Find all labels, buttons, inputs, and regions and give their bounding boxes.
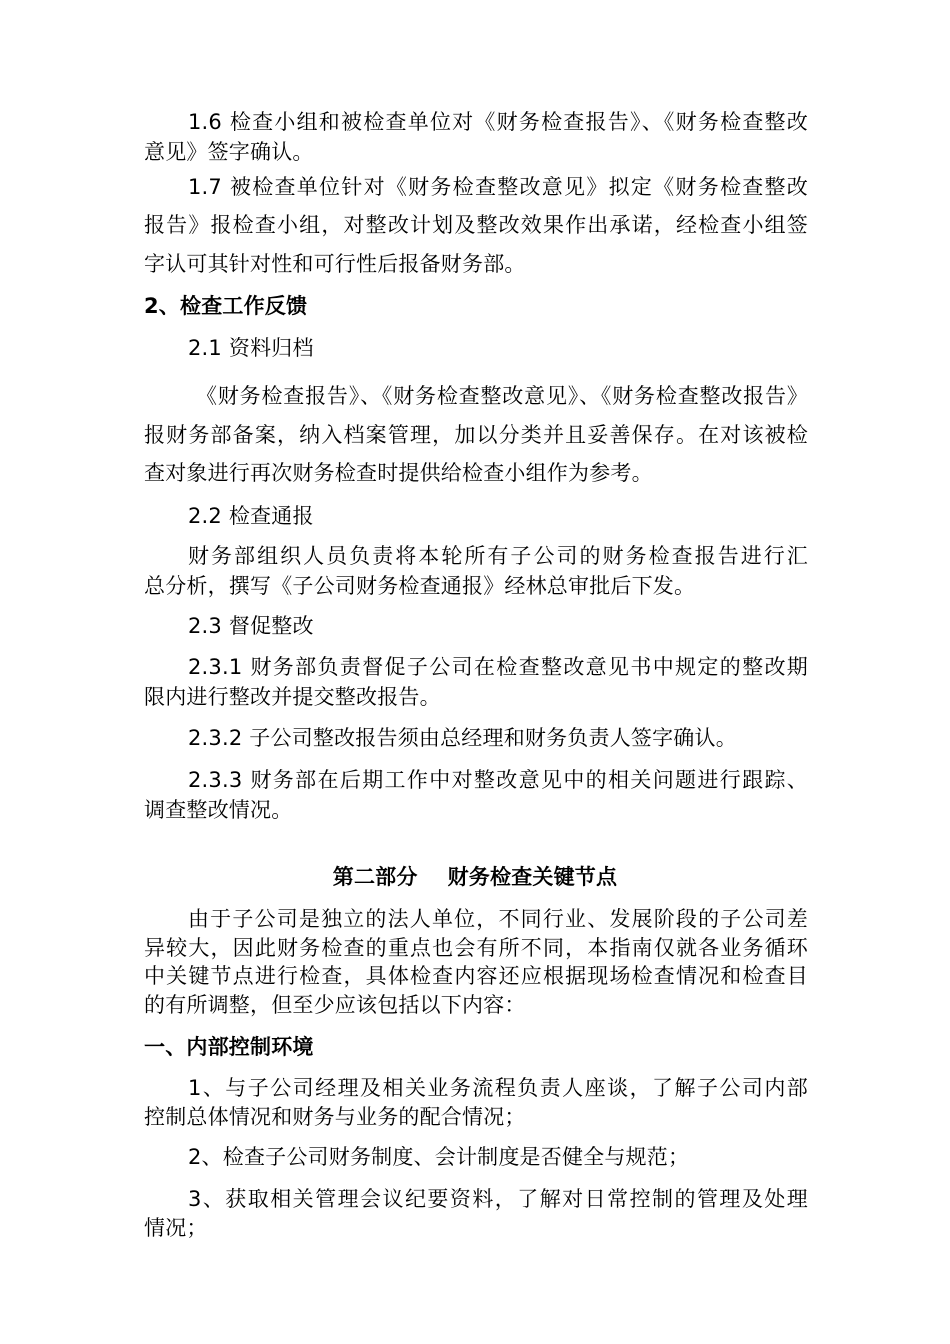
intro-line-4: 的有所调整，但至少应该包括以下内容：: [144, 993, 526, 1017]
item-3-line-1: 3、获取相关管理会议纪要资料，了解对日常控制的管理及处理: [188, 1187, 808, 1211]
subheading-2-3: 2.3 督促整改: [188, 614, 314, 638]
para-1-6-line-1: 1.6 检查小组和被检查单位对《财务检查报告》、《财务检查整改: [188, 110, 808, 134]
para-2-1-line-3: 查对象进行再次财务检查时提供给检查小组作为参考。: [144, 461, 653, 485]
para-1-7-line-2: 报告》报检查小组，对整改计划及整改效果作出承诺，经检查小组签: [144, 213, 808, 237]
para-2-2-line-1: 财务部组织人员负责将本轮所有子公司的财务检查报告进行汇: [188, 544, 808, 568]
section-heading-2: 2、检查工作反馈: [144, 294, 308, 318]
para-2-3-2: 2.3.2 子公司整改报告须由总经理和财务负责人签字确认。: [188, 726, 737, 750]
para-2-1-line-2: 报财务部备案，纳入档案管理，加以分类并且妥善保存。在对该被检: [144, 423, 808, 447]
intro-line-2: 异较大，因此财务检查的重点也会有所不同，本指南仅就各业务循环: [144, 936, 808, 960]
para-2-3-3-line-2: 调查整改情况。: [144, 798, 293, 822]
para-2-1-line-1: 《财务检查报告》、《财务检查整改意见》、《财务检查整改报告》: [196, 384, 808, 408]
item-2: 2、检查子公司财务制度、会计制度是否健全与规范；: [188, 1145, 690, 1169]
subheading-2-2: 2.2 检查通报: [188, 504, 314, 528]
para-2-3-1-line-1: 2.3.1 财务部负责督促子公司在检查整改意见书中规定的整改期: [188, 655, 808, 679]
para-2-2-line-2: 总分析，撰写《子公司财务检查通报》经林总审批后下发。: [144, 574, 696, 598]
item-1-line-1: 1、与子公司经理及相关业务流程负责人座谈，了解子公司内部: [188, 1076, 808, 1100]
para-1-7-line-1: 1.7 被检查单位针对《财务检查整改意见》拟定《财务检查整改: [188, 175, 808, 199]
intro-line-3: 中关键节点进行检查，具体检查内容还应根据现场检查情况和检查目: [144, 964, 808, 988]
para-2-3-3-line-1: 2.3.3 财务部在后期工作中对整改意见中的相关问题进行跟踪、: [188, 768, 808, 792]
section-heading-internal-control: 一、内部控制环境: [144, 1035, 314, 1059]
para-2-3-1-line-2: 限内进行整改并提交整改报告。: [144, 685, 441, 709]
subheading-2-1: 2.1 资料归档: [188, 336, 314, 360]
item-1-line-2: 控制总体情况和财务与业务的配合情况；: [144, 1105, 526, 1129]
intro-line-1: 由于子公司是独立的法人单位，不同行业、发展阶段的子公司差: [188, 907, 808, 931]
part-two-title: 第二部分 财务检查关键节点: [332, 865, 618, 889]
para-1-6-line-2: 意见》签字确认。: [144, 140, 314, 164]
item-3-line-2: 情况；: [144, 1216, 208, 1240]
para-1-7-line-3: 字认可其针对性和可行性后报备财务部。: [144, 252, 526, 276]
